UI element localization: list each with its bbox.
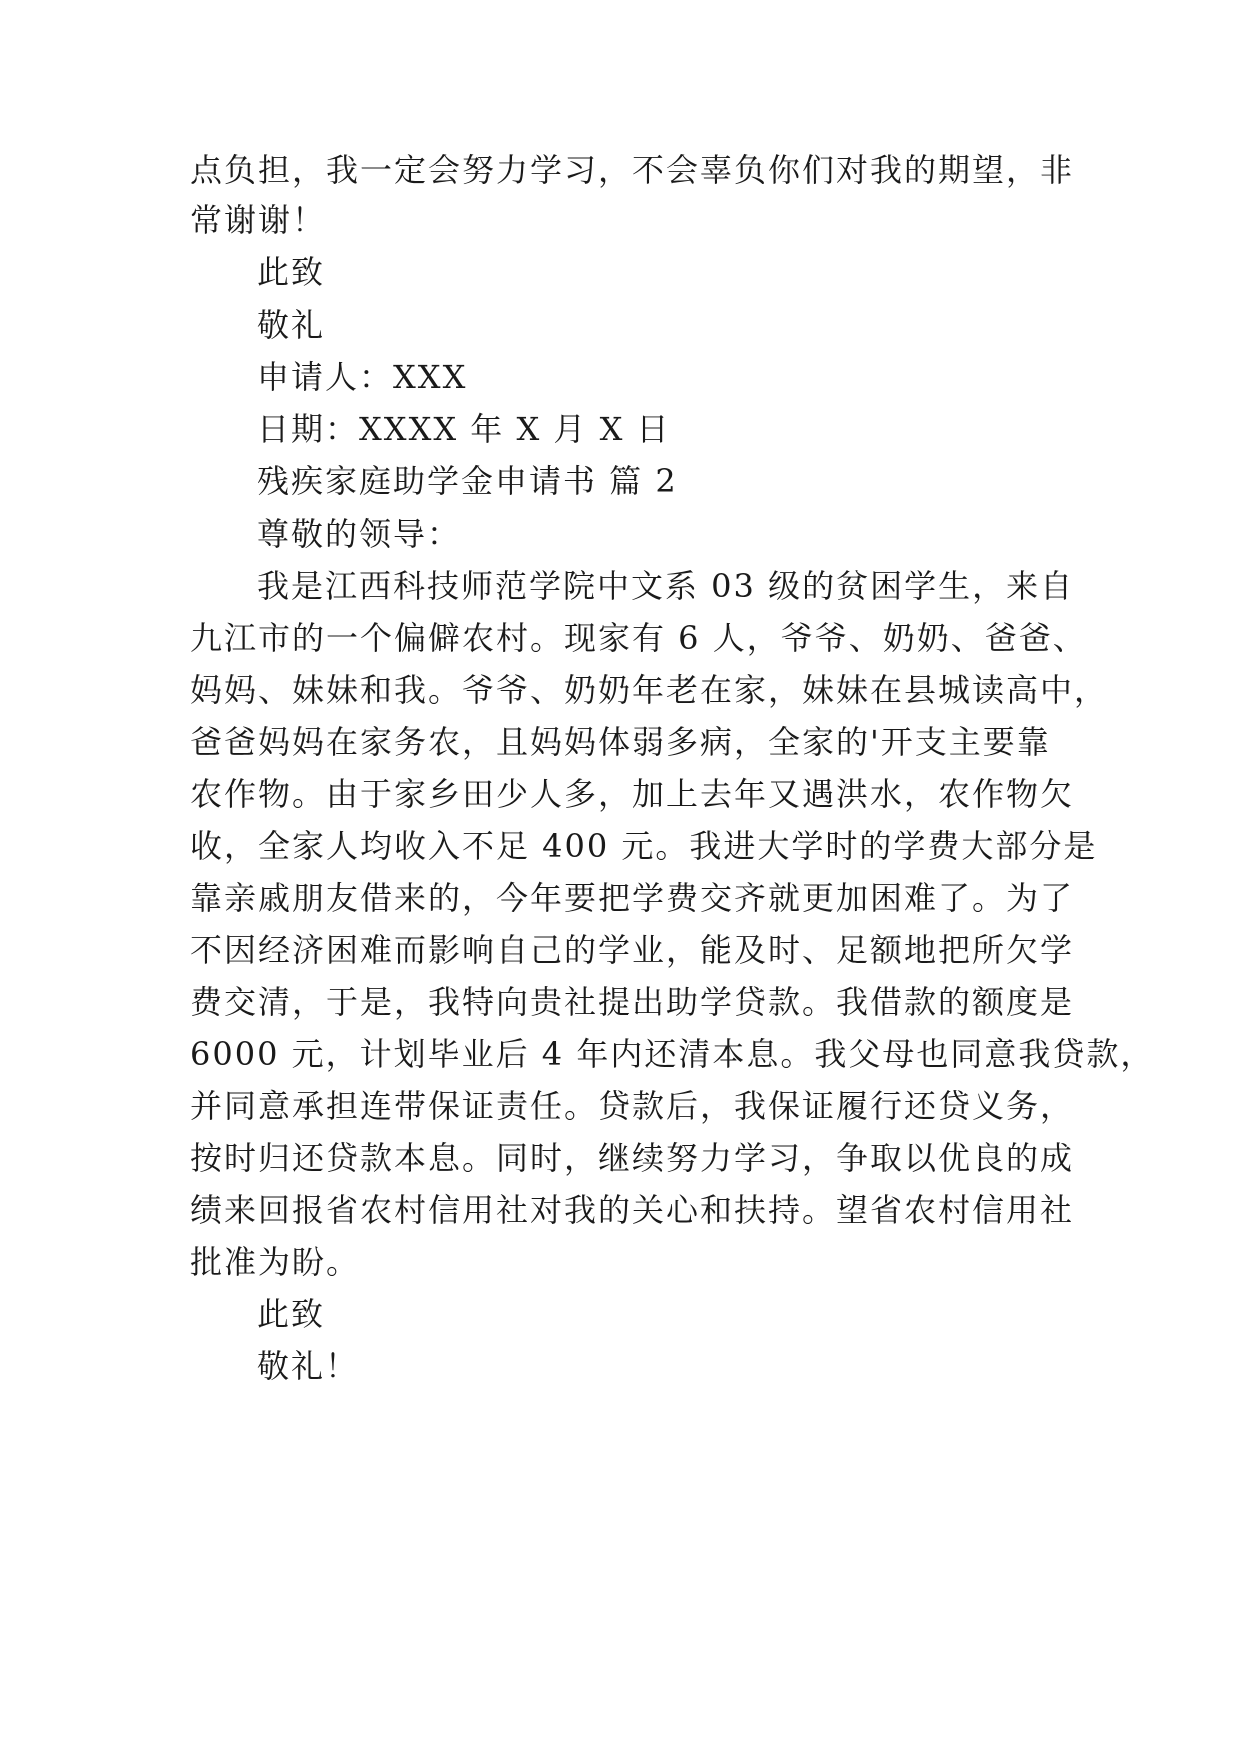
date-line: 日期：XXXX 年 X 月 X 日 xyxy=(257,410,671,448)
section-title: 残疾家庭助学金申请书 篇 2 xyxy=(257,462,678,500)
greeting: 尊敬的领导： xyxy=(257,515,462,553)
paragraph-line: 绩来回报省农村信用社对我的关心和扶持。望省农村信用社 xyxy=(190,1191,1075,1229)
paragraph-line: 九江市的一个偏僻农村。现家有 6 人，爷爷、奶奶、爸爸、 xyxy=(190,619,1087,657)
paragraph-line: 点负担，我一定会努力学习，不会辜负你们对我的期望，非 xyxy=(190,151,1075,189)
closing-regards: 敬礼 xyxy=(257,306,326,344)
paragraph-line: 并同意承担连带保证责任。贷款后，我保证履行还贷义务， xyxy=(190,1087,1075,1125)
paragraph-line: 批准为盼。 xyxy=(190,1243,361,1281)
paragraph-line: 费交清，于是，我特向贵社提出助学贷款。我借款的额度是 xyxy=(190,983,1075,1021)
paragraph-line: 常谢谢！ xyxy=(190,201,327,239)
paragraph-line: 农作物。由于家乡田少人多，加上去年又遇洪水，农作物欠 xyxy=(190,775,1075,813)
paragraph-line: 我是江西科技师范学院中文系 03 级的贫困学生，来自 xyxy=(257,567,1075,605)
closing-regards: 敬礼！ xyxy=(257,1347,360,1385)
paragraph-line: 6000 元，计划毕业后 4 年内还清本息。我父母也同意我贷款， xyxy=(190,1035,1155,1073)
paragraph-line: 爸爸妈妈在家务农，且妈妈体弱多病，全家的'开支主要靠 xyxy=(190,723,1051,761)
paragraph-line: 靠亲戚朋友借来的，今年要把学费交齐就更加困难了。为了 xyxy=(190,879,1075,917)
paragraph-line: 妈妈、妹妹和我。爷爷、奶奶年老在家，妹妹在县城读高中， xyxy=(190,671,1109,709)
applicant-line: 申请人：XXX xyxy=(257,358,468,396)
paragraph-line: 收，全家人均收入不足 400 元。我进大学时的学费大部分是 xyxy=(190,827,1098,865)
closing-salutation: 此致 xyxy=(257,1295,326,1333)
paragraph-line: 按时归还贷款本息。同时，继续努力学习，争取以优良的成 xyxy=(190,1139,1075,1177)
closing-salutation: 此致 xyxy=(257,253,326,291)
paragraph-line: 不因经济困难而影响自己的学业，能及时、足额地把所欠学 xyxy=(190,931,1075,969)
